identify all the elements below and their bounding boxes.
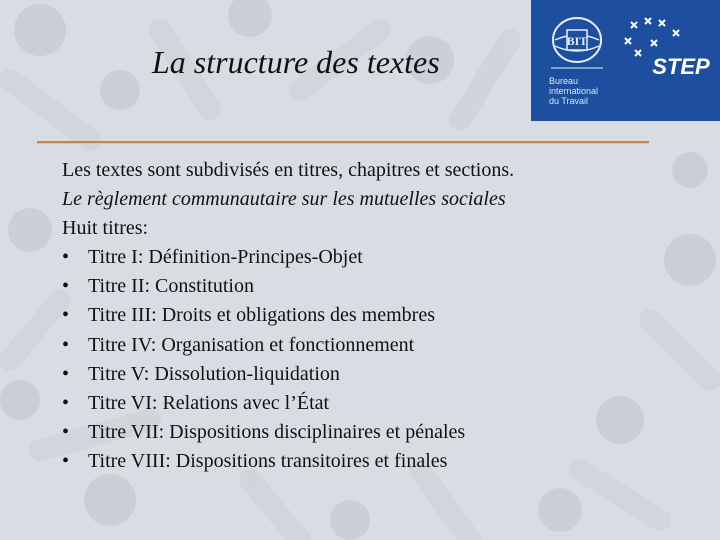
- list-item: [62, 418, 702, 447]
- list-item-text: Titre I: Définition-Principes-Objet: [88, 246, 363, 269]
- list-item: [62, 360, 702, 389]
- bullet-icon: •: [62, 333, 70, 356]
- bit-caption-line: du Travail: [549, 96, 589, 106]
- list-item: [62, 301, 702, 330]
- bit-mark-text: BIT: [566, 34, 588, 48]
- bullet-icon: •: [62, 449, 70, 472]
- bullet-icon: •: [62, 391, 70, 414]
- slide-title: La structure des textes: [152, 44, 440, 80]
- step-mark-text: STEP: [652, 54, 710, 79]
- bullet-icon: •: [62, 362, 70, 385]
- title-divider: [37, 141, 649, 144]
- list-item-text: Titre IV: Organisation et fonctionnement: [88, 333, 415, 356]
- list-item-text: Titre II: Constitution: [88, 275, 254, 298]
- list-item-text: Titre VII: Dispositions disciplinaires et pénales: [88, 420, 466, 443]
- bullet-icon: •: [62, 304, 70, 327]
- bit-caption: [549, 76, 598, 106]
- list-item: [62, 331, 702, 360]
- slide-body: [62, 156, 702, 476]
- intro-line: Les textes sont subdivisés en titres, chapitres et sections.: [62, 159, 515, 181]
- bit-caption-line: Bureau: [549, 76, 579, 86]
- titles-list: [62, 243, 702, 476]
- regulation-line: Le règlement communautaire sur les mutuelles sociales: [62, 188, 506, 211]
- bullet-icon: •: [62, 275, 70, 298]
- list-item: [62, 389, 702, 418]
- list-item: [62, 243, 702, 272]
- list-item-text: Titre III: Droits et obligations des membres: [88, 304, 435, 327]
- list-item: [62, 272, 702, 301]
- bullet-icon: •: [62, 246, 70, 269]
- titles-count-line: Huit titres:: [62, 217, 149, 240]
- list-item: [62, 447, 702, 476]
- list-item-text: Titre V: Dissolution-liquidation: [88, 362, 340, 385]
- bit-caption-line: international: [549, 86, 599, 96]
- list-item-text: Titre VIII: Dispositions transitoires et finales: [88, 449, 448, 472]
- logo-panel: [531, 0, 720, 121]
- list-item-text: Titre VI: Relations avec l’État: [88, 391, 330, 414]
- bullet-icon: •: [62, 420, 70, 443]
